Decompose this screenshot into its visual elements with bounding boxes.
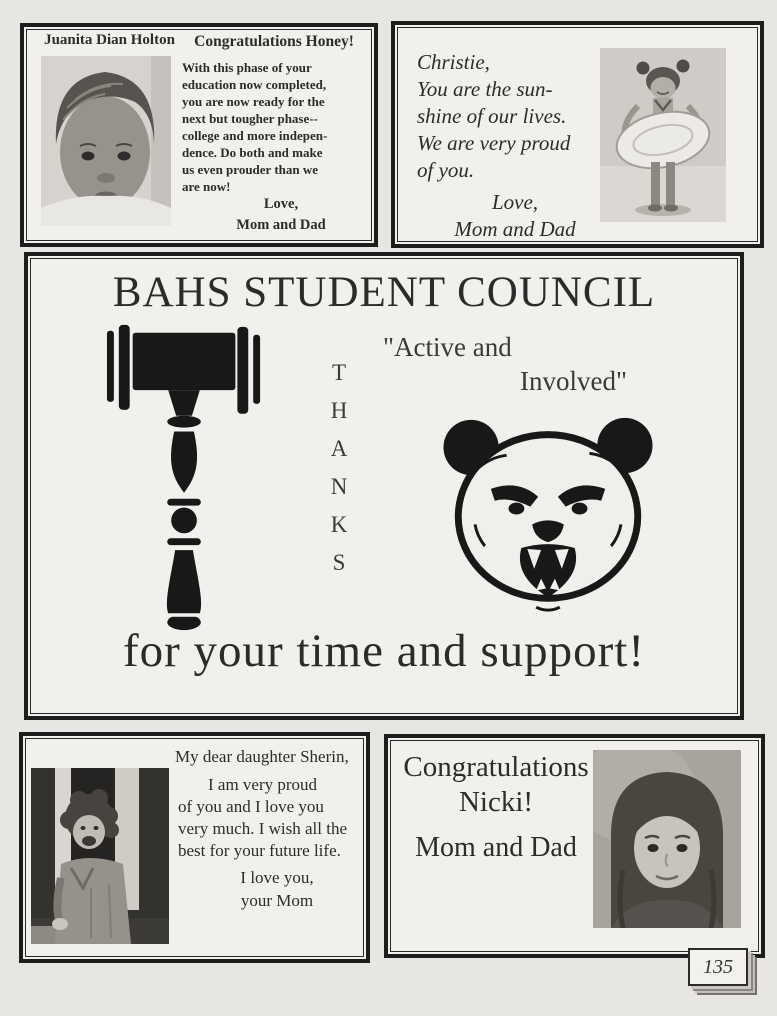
ad-christie [391,21,764,248]
ad-nicki [384,734,765,958]
ad-signoff: I love you, your Mom [240,868,314,910]
council-footer-text: for your time and support! [122,625,645,677]
ad-sherin [19,732,370,963]
ad-headline: Congratulations Honey! [194,33,354,50]
page-number: 135 [703,956,733,978]
ad-body-text: I am very proud of you and I love you very much. I wish all the best for your future life. [178,775,348,860]
ad-signoff: Love, Mom and Dad [236,196,326,233]
vertical-thanks-word: T H A N K S [330,360,348,575]
photo-girl-with-swim-ring [600,48,726,222]
ad-salutation: My dear daughter Sherin, [175,747,349,766]
photo-curly-haired-toddler [31,768,169,944]
ad-juanita-holton [20,23,378,247]
photo-girl-portrait [593,750,741,928]
ad-message: Christie, You are the sun- shine of our lives. We are very proud of you. [417,50,571,182]
ad-body-text: With this phase of your education now completed, you are now ready for the next but tougher phase-- college and more indepen- dence. Do both and make us even prouder than we are now! [182,60,328,194]
council-motto-line2: Involved" [520,366,627,396]
ad-signoff: Mom and Dad [415,832,577,863]
page-number-tab [688,948,748,986]
ad-signoff: Love, Mom and Dad [454,190,576,241]
ad-student-council [24,252,744,720]
council-motto-line1: "Active and [383,332,512,362]
student-name: Juanita Dian Holton [44,32,175,48]
photo-toddler-with-braids [41,56,171,226]
bear-mascot-icon [428,408,668,620]
gavel-icon [105,322,268,632]
council-title: BAHS STUDENT COUNCIL [112,269,656,316]
ad-greeting: Congratulations Nicki! [403,751,589,818]
